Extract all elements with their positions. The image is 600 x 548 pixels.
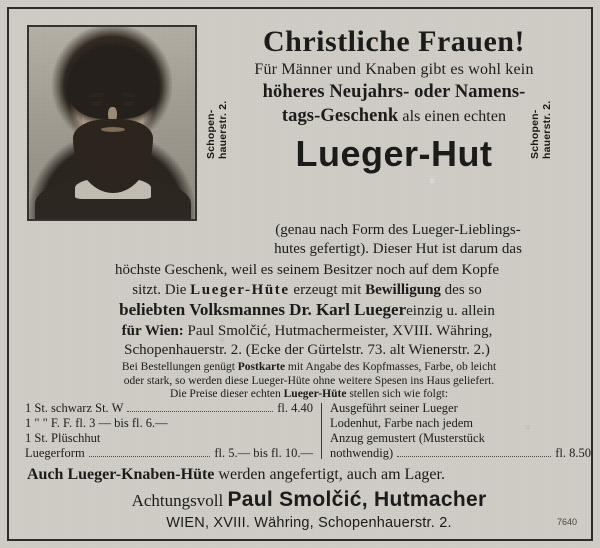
price-value: fl. 4.40 <box>277 401 313 415</box>
price-row <box>330 431 591 446</box>
portrait-mouth <box>101 127 125 132</box>
price-label: Ausgeführt seiner Lueger <box>330 401 458 415</box>
boys-hats-note-rest: werden angefertigt, auch am Lager. <box>214 466 445 483</box>
price-label: 1 " " F. F. fl. 3 — bis fl. 6.— <box>25 416 168 430</box>
ad-border-frame <box>7 7 593 541</box>
ad-subhead-line-3-light: als einen echten <box>398 108 507 125</box>
signature-line <box>27 489 591 512</box>
body-line-4-a: für Wien: <box>121 322 188 339</box>
body-line-2-c: erzeugt mit <box>289 281 366 298</box>
price-label: Anzug gemustert (Musterstück <box>330 431 485 445</box>
price-table <box>25 401 591 461</box>
body-text <box>25 261 589 361</box>
price-value: fl. 5.— bis fl. 10.— <box>214 446 313 460</box>
signature-name: Paul Smolčić, Hutmacher <box>227 488 487 511</box>
side-label-left-line-2: hauerstr. 2. <box>217 100 229 159</box>
price-row <box>25 431 313 446</box>
fine-line-3 <box>33 388 585 402</box>
fine-line-3-c: stellen sich wie folgt: <box>346 388 449 400</box>
fine-line-1-a: Bei Bestellungen genügt <box>121 361 238 373</box>
ad-subhead-line-3-bold: tags-Geschenk <box>281 106 399 126</box>
body-line-3-a: beliebten Volksmannes Dr. Karl Lueger <box>119 300 407 319</box>
ad-subhead-line-3 <box>205 105 583 128</box>
price-row <box>25 401 313 416</box>
price-column-right <box>330 401 591 461</box>
paren-description <box>209 221 587 259</box>
body-line-4 <box>25 322 589 342</box>
product-name: Lueger-Hut <box>295 133 493 174</box>
body-line-4-b: Paul Smolčić, Hutmachermeister, XVIII. Währing, <box>187 322 493 339</box>
body-line-5: Schopenhauerstr. 2. (Ecke der Gürtelstr. 73. alt Wienerstr. 2.) <box>124 342 490 358</box>
portrait-eye-right <box>123 101 134 106</box>
fine-line-1 <box>33 361 585 375</box>
fine-print <box>33 361 585 402</box>
body-line-1: höchste Geschenk, weil es seinem Besitzer noch auf dem Kopfe <box>114 262 500 278</box>
leader-dots <box>89 446 211 457</box>
headline-block <box>205 25 583 176</box>
column-divider <box>321 403 322 459</box>
paren-line-1: (genau nach Form des Lueger-Lieblings- <box>275 222 521 238</box>
body-line-3-b: einzig u. allein <box>406 303 495 319</box>
paren-line-2: hutes gefertigt). Dieser Hut ist darum das <box>274 241 522 257</box>
body-line-2-b: Lueger-Hüte <box>190 281 290 298</box>
price-row <box>330 401 591 416</box>
price-row <box>25 446 313 461</box>
price-label: 1 St. Plüschhut <box>25 431 101 445</box>
body-line-3 <box>25 300 589 322</box>
boys-hats-note-bold: Auch Lueger-Knaben-Hüte <box>27 466 215 483</box>
fine-line-3-a: Die Preise dieser echten <box>169 388 284 400</box>
price-value: fl. 8.50 <box>555 446 591 460</box>
leader-dots <box>397 446 551 457</box>
price-row <box>330 416 591 431</box>
ad-subhead-line-1: Für Männer und Knaben gibt es wohl kein <box>254 61 534 78</box>
boys-hats-note <box>27 465 591 484</box>
ad-subhead-line-2: höheres Neujahrs- oder Namens- <box>262 82 526 102</box>
price-label: Luegerform <box>25 446 85 460</box>
body-line-2-e: des so <box>440 281 482 298</box>
side-label-right-line-1: Schopen- <box>529 109 541 159</box>
price-column-left <box>25 401 321 461</box>
body-line-2-d: Bewilligung <box>365 281 441 298</box>
price-row <box>330 446 591 461</box>
portrait-eye-left <box>91 101 102 106</box>
side-label-left-line-1: Schopen- <box>205 109 217 159</box>
side-label-right-line-2: hauerstr. 2. <box>541 100 553 159</box>
ad-inner-content <box>9 9 591 539</box>
portrait-frame <box>27 25 197 221</box>
price-label: 1 St. schwarz St. W <box>25 401 124 415</box>
leader-dots <box>127 401 273 412</box>
fine-line-1-c: mit Angabe des Kopfmasses, Farbe, ob leicht <box>285 361 497 373</box>
price-label: nothwendig) <box>330 446 394 460</box>
price-row <box>25 416 313 431</box>
ad-headline: Christliche Frauen! <box>263 25 525 58</box>
reference-number: 7640 <box>556 517 577 527</box>
side-label-right <box>529 101 553 159</box>
side-label-left <box>205 101 229 159</box>
price-columns <box>25 401 591 461</box>
price-label: Lodenhut, Farbe nach jedem <box>330 416 474 430</box>
fine-line-1-b: Postkarte <box>237 361 286 373</box>
body-line-2-a: sitzt. Die <box>132 281 191 298</box>
portrait-image <box>29 27 195 219</box>
body-line-2 <box>25 281 589 301</box>
fine-line-3-b: Lueger-Hüte <box>283 388 347 400</box>
fine-line-2: oder stark, so werden diese Lueger-Hüte ohne weitere Spesen ins Haus geliefert. <box>123 374 495 387</box>
signature-prefix: Achtungsvoll <box>131 491 224 510</box>
shop-address: WIEN, XVIII. Währing, Schopenhauerstr. 2. <box>166 515 452 531</box>
